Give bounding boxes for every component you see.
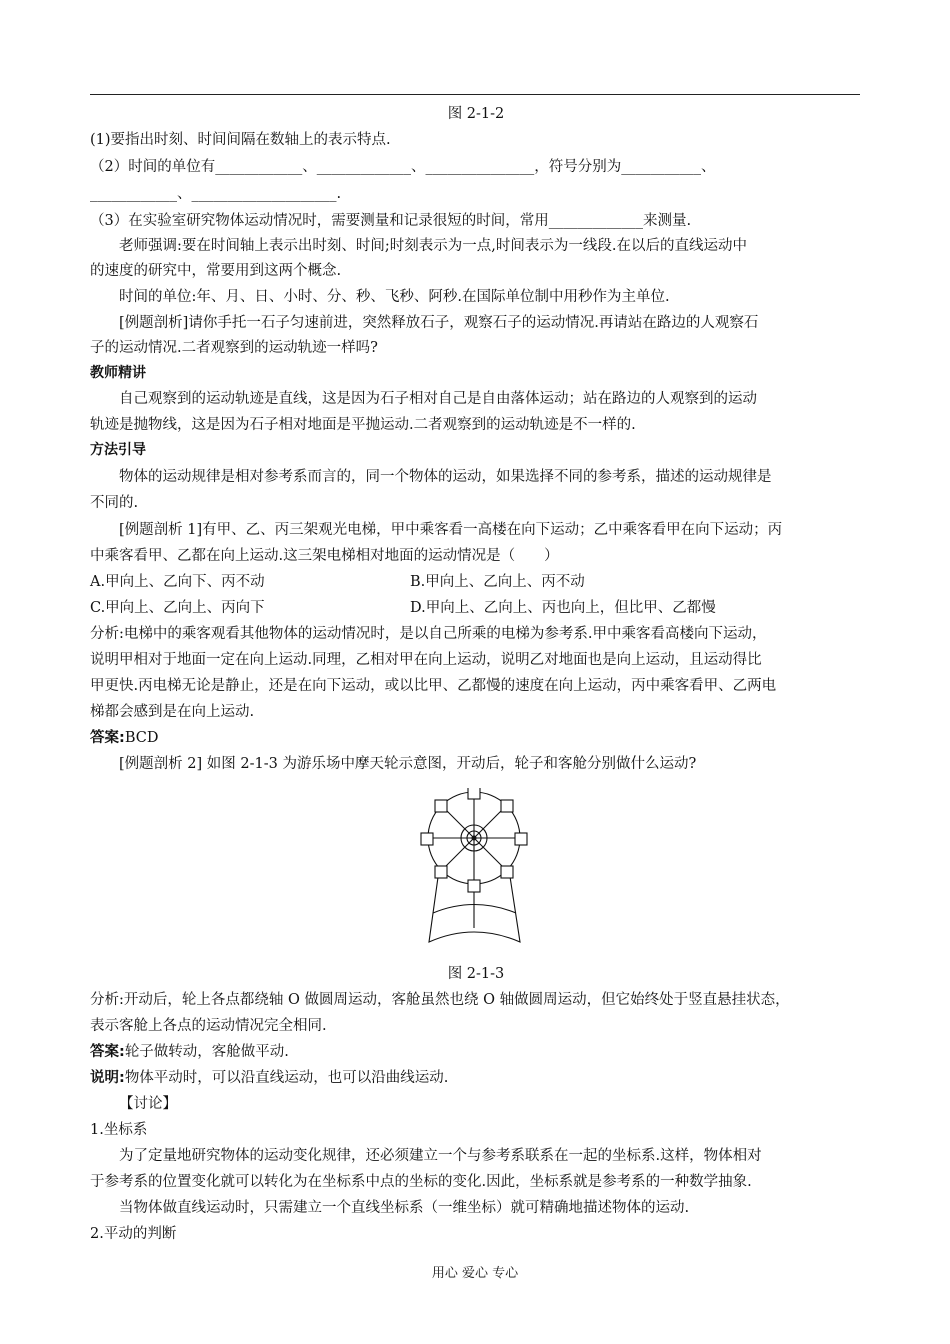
section-2-title: 2.平动的判断: [90, 1226, 177, 1242]
section-1-para-1-line-1: 为了定量地研究物体的运动变化规律，还必须建立一个与参考系联系在一起的坐标系.这样，物体相对: [119, 1148, 762, 1164]
figure-caption-2-1-2: 图 2-1-2: [447, 106, 505, 122]
answer-2: [90, 1042, 862, 1062]
option-d: D.甲向上、乙向上、丙也向上，但比甲、乙都慢: [410, 600, 716, 616]
analysis-1-line-3: 甲更快.丙电梯无论是静止，还是在向下运动，或以比甲、乙都慢的速度在向上运动，丙中乘客看甲、乙两电: [90, 678, 777, 694]
teacher-emphasis-line-1: 老师强调:要在时间轴上表示出时刻、时间;时刻表示为一点,时间表示为一线段.在以后的直线运动中: [119, 238, 747, 254]
options-row-cd: [90, 598, 862, 618]
answer-label: 答案:: [90, 1044, 125, 1060]
question-3: （3）在实验室研究物体运动情况时，需要测量和记录很短的时间，常用_____________来测量.: [90, 213, 692, 229]
section-1-para-2: 当物体做直线运动时，只需建立一个直线坐标系（一维坐标）就可精确地描述物体的运动.: [119, 1200, 690, 1216]
example-1-line-2: 中乘客看甲、乙都在向上运动.这三架电梯相对地面的运动情况是（ ）: [90, 548, 559, 564]
question-2-line-2: ____________、____________________.: [90, 186, 342, 202]
cabin: [435, 866, 447, 878]
answer-label: 答案:: [90, 730, 125, 746]
analysis-1-line-1: 分析:电梯中的乘客观看其他物体的运动情况时，是以自己所乘的电梯为参考系.甲中乘客看高楼向下运动，: [90, 626, 767, 642]
discussion-heading: 【讨论】: [119, 1096, 177, 1112]
note-label: 说明:: [90, 1070, 125, 1086]
heading-method-guide: 方法引导: [90, 442, 146, 458]
method-line-1: 物体的运动规律是相对参考系而言的，同一个物体的运动，如果选择不同的参考系，描述的运动规律是: [119, 469, 772, 485]
page-footer: 用心 爱心 专心: [431, 1266, 519, 1281]
cabin: [435, 800, 447, 812]
method-line-2: 不同的.: [90, 495, 139, 511]
answer-1: [90, 728, 862, 748]
cabin: [501, 866, 513, 878]
heading-teacher-explanation: 教师精讲: [90, 365, 146, 381]
analysis-2-line-1: 分析:开动后，轮上各点都绕轴 O 做圆周运动，客舱虽然也绕 O 轴做圆周运动，但它始终处于竖直悬挂状态，: [90, 992, 790, 1008]
explanation-line-2: 轨迹是抛物线，这是因为石子相对地面是平抛运动.二者观察到的运动轨迹是不一样的.: [90, 417, 636, 433]
example-0-line-1: [例题剖析]请你手托一石子匀速前进，突然释放石子，观察石子的运动情况.再请站在路边的人观察石: [119, 315, 759, 331]
cabin: [501, 800, 513, 812]
header-rule: [90, 94, 860, 95]
section-1-title: 1.坐标系: [90, 1122, 148, 1138]
explanation-line-1: 自己观察到的运动轨迹是直线，这是因为石子相对自己是自由落体运动；站在路边的人观察到的运动: [119, 391, 757, 407]
figure-caption-2-1-3: 图 2-1-3: [447, 966, 505, 982]
analysis-1-line-2: 说明甲相对于地面一定在向上运动.同理，乙相对甲在向上运动，说明乙对地面也是向上运动，且运动得比: [90, 652, 762, 668]
cabin: [468, 788, 480, 799]
ferris-wheel-figure: [412, 788, 544, 946]
answer-1-value: BCD: [124, 730, 159, 746]
answer-2-value: 轮子做转动，客舱做平动.: [124, 1044, 289, 1060]
options-row-ab: [90, 572, 862, 592]
question-2-line-1: （2）时间的单位有____________、_____________、_______________，符号分别为___________、: [90, 159, 716, 175]
option-b: B.甲向上、乙向上、丙不动: [410, 574, 585, 590]
section-1-para-1-line-2: 于参考系的位置变化就可以转化为在坐标系中点的坐标的变化.因此，坐标系就是参考系的一种数学抽象.: [90, 1174, 752, 1190]
analysis-2-line-2: 表示客舱上各点的运动情况完全相同.: [90, 1018, 327, 1034]
example-2: [例题剖析 2] 如图 2-1-3 为游乐场中摩天轮示意图，开动后，轮子和客舱分别做什么运动?: [119, 756, 697, 772]
analysis-1-line-4: 梯都会感到是在向上运动.: [90, 704, 255, 720]
example-0-line-2: 子的运动情况.二者观察到的运动轨迹一样吗?: [90, 340, 378, 356]
cabin: [515, 833, 527, 845]
option-c: C.甲向上、乙向上、丙向下: [90, 600, 265, 616]
cabin: [468, 880, 480, 892]
note-text: 物体平动时，可以沿直线运动，也可以沿曲线运动.: [124, 1070, 449, 1086]
teacher-emphasis-line-2: 的速度的研究中，常要用到这两个概念.: [90, 263, 342, 279]
example-1-line-1: [例题剖析 1]有甲、乙、丙三架观光电梯，甲中乘客看一高楼在向下运动；乙中乘客看甲在向下运动；丙: [119, 522, 783, 538]
cabin: [421, 833, 433, 845]
question-1: (1)要指出时刻、时间间隔在数轴上的表示特点.: [90, 132, 391, 148]
option-a: A.甲向上、乙向下、丙不动: [90, 574, 265, 590]
note: [90, 1068, 862, 1088]
time-units-paragraph: 时间的单位:年、月、日、小时、分、秒、飞秒、阿秒.在国际单位制中用秒作为主单位.: [119, 289, 670, 305]
